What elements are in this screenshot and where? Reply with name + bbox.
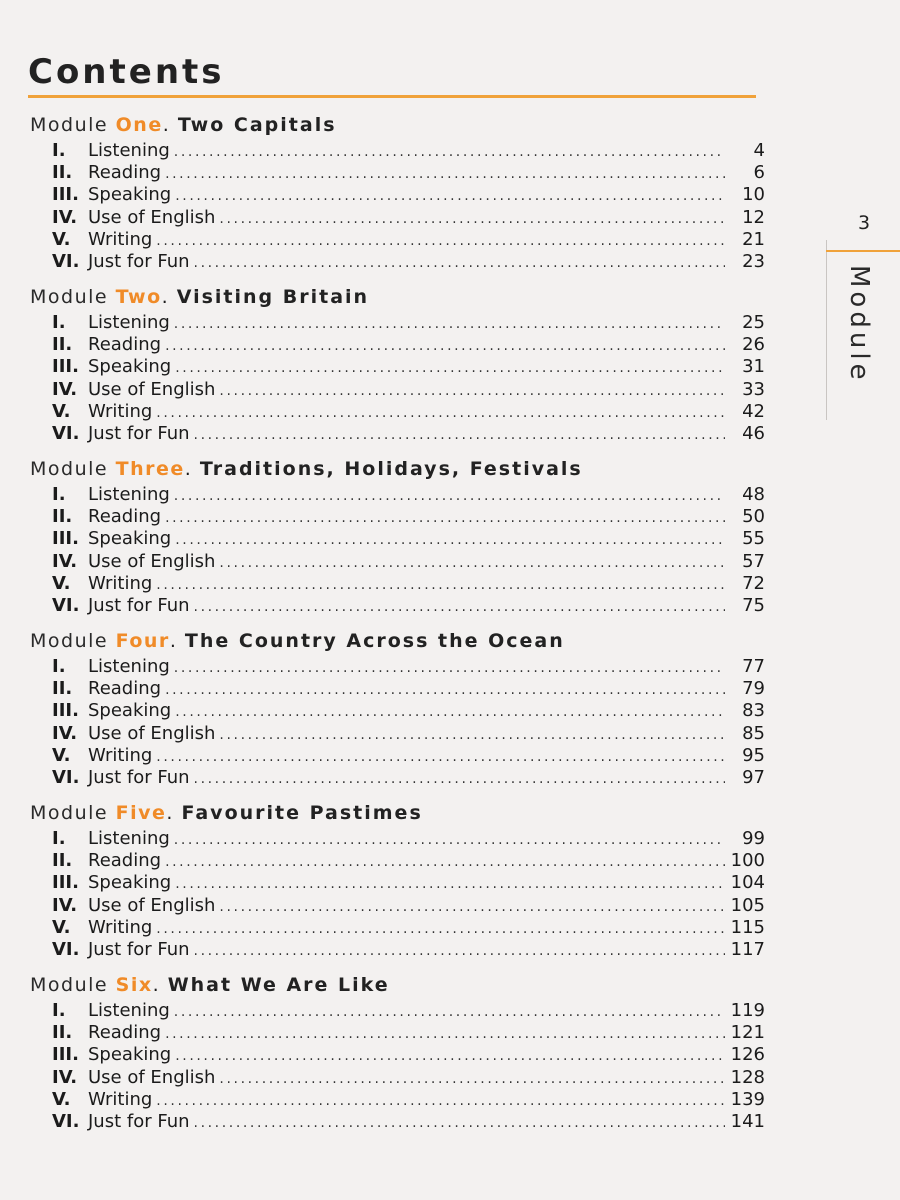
toc-entry[interactable]	[30, 767, 765, 789]
entry-label: Speaking	[88, 700, 172, 722]
entry-label: Just for Fun	[88, 766, 190, 788]
entry-page-number: 57	[742, 550, 765, 572]
entry-page-number: 104	[730, 872, 765, 894]
entry-label: Speaking	[88, 184, 172, 206]
entry-numeral: III.	[52, 872, 79, 894]
entry-numeral: V.	[52, 400, 71, 422]
toc-entry[interactable]	[30, 700, 765, 722]
entry-page-number: 97	[742, 766, 765, 788]
dot-leader	[174, 141, 725, 163]
dot-leader	[194, 252, 725, 274]
entry-label: Use of English	[88, 206, 216, 228]
entry-label: Writing	[88, 400, 153, 422]
entry-page-number: 83	[742, 700, 765, 722]
side-rule	[826, 250, 900, 252]
module-section	[30, 970, 765, 1133]
entry-numeral: IV.	[52, 378, 78, 400]
entry-numeral: V.	[52, 228, 71, 250]
entry-page-number: 117	[730, 938, 765, 960]
entry-numeral: II.	[52, 334, 73, 356]
toc-entry[interactable]	[30, 484, 765, 506]
side-module-label: Module	[844, 265, 874, 384]
toc-entry[interactable]	[30, 850, 765, 872]
module-number: One	[115, 114, 163, 136]
toc-entry[interactable]	[30, 401, 765, 423]
entry-label: Listening	[88, 140, 170, 161]
dot-leader	[165, 679, 725, 701]
module-title: Visiting Britain	[176, 286, 370, 308]
entry-label: Reading	[88, 506, 162, 528]
entry-page-number: 4	[753, 140, 765, 161]
toc-entry[interactable]	[30, 229, 765, 251]
dot-leader	[174, 313, 725, 335]
toc-entry[interactable]	[30, 917, 765, 939]
module-number: Four	[115, 630, 170, 652]
toc-entry[interactable]	[30, 1089, 765, 1111]
entry-page-number: 115	[730, 916, 765, 938]
entry-page-number: 10	[742, 184, 765, 206]
module-title: Traditions, Holidays, Festivals	[199, 458, 583, 480]
entry-numeral: VI.	[52, 594, 80, 616]
entry-label: Use of English	[88, 1066, 216, 1088]
entry-page-number: 50	[742, 506, 765, 528]
dot-leader	[219, 1068, 725, 1090]
entry-numeral: I.	[52, 656, 66, 677]
entry-label: Reading	[88, 1022, 162, 1044]
entry-numeral: II.	[52, 678, 73, 700]
dot-leader	[174, 657, 725, 679]
entry-numeral: I.	[52, 1000, 66, 1021]
toc-entry[interactable]	[30, 1067, 765, 1089]
entry-page-number: 119	[730, 1000, 765, 1021]
module-heading	[30, 110, 765, 140]
module-separator: .	[161, 286, 170, 308]
entry-numeral: VI.	[52, 766, 80, 788]
entry-label: Writing	[88, 1088, 153, 1110]
dot-leader	[165, 851, 725, 873]
dot-leader	[156, 918, 725, 940]
entry-page-number: 48	[742, 484, 765, 505]
toc-entry[interactable]	[30, 251, 765, 273]
dot-leader	[165, 335, 725, 357]
entry-label: Reading	[88, 850, 162, 872]
toc-entry[interactable]	[30, 828, 765, 850]
entry-label: Use of English	[88, 894, 216, 916]
entry-label: Writing	[88, 572, 153, 594]
entry-label: Reading	[88, 678, 162, 700]
entry-label: Just for Fun	[88, 594, 190, 616]
toc-entry[interactable]	[30, 551, 765, 573]
module-section	[30, 110, 765, 273]
entry-page-number: 128	[730, 1066, 765, 1088]
module-title: Favourite Pastimes	[181, 802, 423, 824]
toc-entry[interactable]	[30, 184, 765, 206]
module-title: What We Are Like	[167, 974, 390, 996]
toc-entry[interactable]	[30, 595, 765, 617]
dot-leader	[156, 1090, 725, 1112]
dot-leader	[175, 701, 725, 723]
toc-entry[interactable]	[30, 423, 765, 445]
entry-label: Listening	[88, 484, 170, 505]
entry-label: Writing	[88, 228, 153, 250]
dot-leader	[194, 596, 725, 618]
entry-label: Listening	[88, 1000, 170, 1021]
entry-numeral: I.	[52, 312, 66, 333]
entry-page-number: 33	[742, 378, 765, 400]
dot-leader	[219, 552, 725, 574]
toc-entry[interactable]	[30, 1044, 765, 1066]
module-title: The Country Across the Ocean	[184, 630, 565, 652]
entry-page-number: 126	[730, 1044, 765, 1066]
module-heading	[30, 970, 765, 1000]
module-heading	[30, 282, 765, 312]
entry-numeral: II.	[52, 162, 73, 184]
entry-numeral: III.	[52, 700, 79, 722]
dot-leader	[165, 1023, 725, 1045]
entry-page-number: 121	[730, 1022, 765, 1044]
toc-entry[interactable]	[30, 379, 765, 401]
entry-numeral: V.	[52, 1088, 71, 1110]
entry-page-number: 95	[742, 744, 765, 766]
entry-page-number: 42	[742, 400, 765, 422]
module-number: Six	[115, 974, 153, 996]
entry-label: Just for Fun	[88, 1110, 190, 1132]
module-title: Two Capitals	[177, 114, 337, 136]
module-separator: .	[152, 974, 161, 996]
toc-entry[interactable]	[30, 528, 765, 550]
entry-label: Use of English	[88, 378, 216, 400]
entry-page-number: 6	[753, 162, 765, 184]
entry-page-number: 75	[742, 594, 765, 616]
dot-leader	[156, 402, 725, 424]
toc-entry[interactable]	[30, 356, 765, 378]
entry-numeral: II.	[52, 850, 73, 872]
dot-leader	[175, 1045, 725, 1067]
entry-page-number: 72	[742, 572, 765, 594]
dot-leader	[165, 163, 725, 185]
dot-leader	[174, 1001, 725, 1023]
dot-leader	[175, 873, 725, 895]
toc-entry[interactable]	[30, 939, 765, 961]
entry-numeral: II.	[52, 1022, 73, 1044]
entry-label: Speaking	[88, 1044, 172, 1066]
module-separator: .	[166, 802, 174, 824]
entry-numeral: IV.	[52, 722, 78, 744]
dot-leader	[156, 574, 725, 596]
toc-entry[interactable]	[30, 162, 765, 184]
toc-entry[interactable]	[30, 207, 765, 229]
toc-entry[interactable]	[30, 745, 765, 767]
entry-label: Speaking	[88, 528, 172, 550]
entry-label: Speaking	[88, 872, 172, 894]
entry-numeral: III.	[52, 356, 79, 378]
side-page-number: 3	[858, 212, 871, 234]
module-word: Module	[30, 458, 109, 480]
toc-entry[interactable]	[30, 895, 765, 917]
entry-label: Use of English	[88, 550, 216, 572]
entry-numeral: IV.	[52, 206, 78, 228]
module-separator: .	[184, 458, 193, 480]
entry-page-number: 141	[730, 1110, 765, 1132]
entry-numeral: IV.	[52, 894, 78, 916]
dot-leader	[156, 230, 725, 252]
entry-numeral: II.	[52, 506, 73, 528]
entry-numeral: VI.	[52, 1110, 80, 1132]
toc-entry[interactable]	[30, 334, 765, 356]
module-heading	[30, 454, 765, 484]
entry-page-number: 99	[742, 828, 765, 849]
dot-leader	[219, 896, 725, 918]
toc-entry[interactable]	[30, 678, 765, 700]
dot-leader	[194, 424, 725, 446]
dot-leader	[219, 724, 725, 746]
dot-leader	[175, 185, 725, 207]
module-separator: .	[169, 630, 178, 652]
entry-page-number: 26	[742, 334, 765, 356]
page-title: Contents	[28, 52, 225, 92]
module-word: Module	[30, 974, 109, 996]
toc-entry[interactable]	[30, 506, 765, 528]
entry-numeral: VI.	[52, 938, 80, 960]
entry-page-number: 25	[742, 312, 765, 333]
module-word: Module	[30, 114, 109, 136]
toc-entry[interactable]	[30, 723, 765, 745]
toc-entry[interactable]	[30, 656, 765, 678]
module-section	[30, 454, 765, 617]
entry-label: Just for Fun	[88, 422, 190, 444]
toc-entry[interactable]	[30, 573, 765, 595]
entry-page-number: 21	[742, 228, 765, 250]
entry-numeral: I.	[52, 828, 66, 849]
entry-numeral: V.	[52, 744, 71, 766]
module-heading	[30, 626, 765, 656]
entry-label: Writing	[88, 916, 153, 938]
dot-leader	[194, 1112, 725, 1134]
entry-page-number: 139	[730, 1088, 765, 1110]
entry-numeral: I.	[52, 484, 66, 505]
module-number: Three	[115, 458, 185, 480]
entry-page-number: 85	[742, 722, 765, 744]
entry-numeral: III.	[52, 1044, 79, 1066]
entry-label: Writing	[88, 744, 153, 766]
module-number: Two	[115, 286, 162, 308]
entry-label: Just for Fun	[88, 250, 190, 272]
module-section	[30, 282, 765, 445]
toc-entry[interactable]	[30, 1022, 765, 1044]
dot-leader	[175, 529, 725, 551]
dot-leader	[174, 485, 725, 507]
side-divider	[826, 240, 827, 420]
entry-numeral: V.	[52, 916, 71, 938]
entry-numeral: III.	[52, 528, 79, 550]
title-underline	[28, 95, 756, 98]
module-word: Module	[30, 802, 109, 824]
toc-entry[interactable]	[30, 140, 765, 162]
entry-label: Use of English	[88, 722, 216, 744]
entry-label: Listening	[88, 312, 170, 333]
toc-entry[interactable]	[30, 312, 765, 334]
dot-leader	[194, 768, 725, 790]
toc-entry[interactable]	[30, 1000, 765, 1022]
entry-numeral: IV.	[52, 550, 78, 572]
entry-numeral: IV.	[52, 1066, 78, 1088]
entry-numeral: III.	[52, 184, 79, 206]
entry-page-number: 55	[742, 528, 765, 550]
entry-page-number: 105	[730, 894, 765, 916]
entry-page-number: 31	[742, 356, 765, 378]
dot-leader	[219, 380, 725, 402]
entry-numeral: V.	[52, 572, 71, 594]
entry-numeral: VI.	[52, 422, 80, 444]
entry-page-number: 77	[742, 656, 765, 677]
entry-page-number: 23	[742, 250, 765, 272]
entry-label: Listening	[88, 828, 170, 849]
entry-label: Just for Fun	[88, 938, 190, 960]
module-section	[30, 626, 765, 789]
entry-label: Listening	[88, 656, 170, 677]
dot-leader	[175, 357, 725, 379]
entry-page-number: 12	[742, 206, 765, 228]
module-number: Five	[115, 802, 167, 824]
dot-leader	[219, 208, 725, 230]
entry-page-number: 79	[742, 678, 765, 700]
toc-entry[interactable]	[30, 872, 765, 894]
module-word: Module	[30, 286, 109, 308]
entry-label: Reading	[88, 334, 162, 356]
dot-leader	[174, 829, 725, 851]
entry-label: Speaking	[88, 356, 172, 378]
module-section	[30, 798, 765, 961]
toc-entry[interactable]	[30, 1111, 765, 1133]
module-word: Module	[30, 630, 109, 652]
entry-page-number: 46	[742, 422, 765, 444]
entry-page-number: 100	[730, 850, 765, 872]
dot-leader	[194, 940, 725, 962]
module-separator: .	[162, 114, 171, 136]
entry-numeral: VI.	[52, 250, 80, 272]
module-heading	[30, 798, 765, 828]
dot-leader	[165, 507, 725, 529]
entry-label: Reading	[88, 162, 162, 184]
dot-leader	[156, 746, 725, 768]
entry-numeral: I.	[52, 140, 66, 161]
